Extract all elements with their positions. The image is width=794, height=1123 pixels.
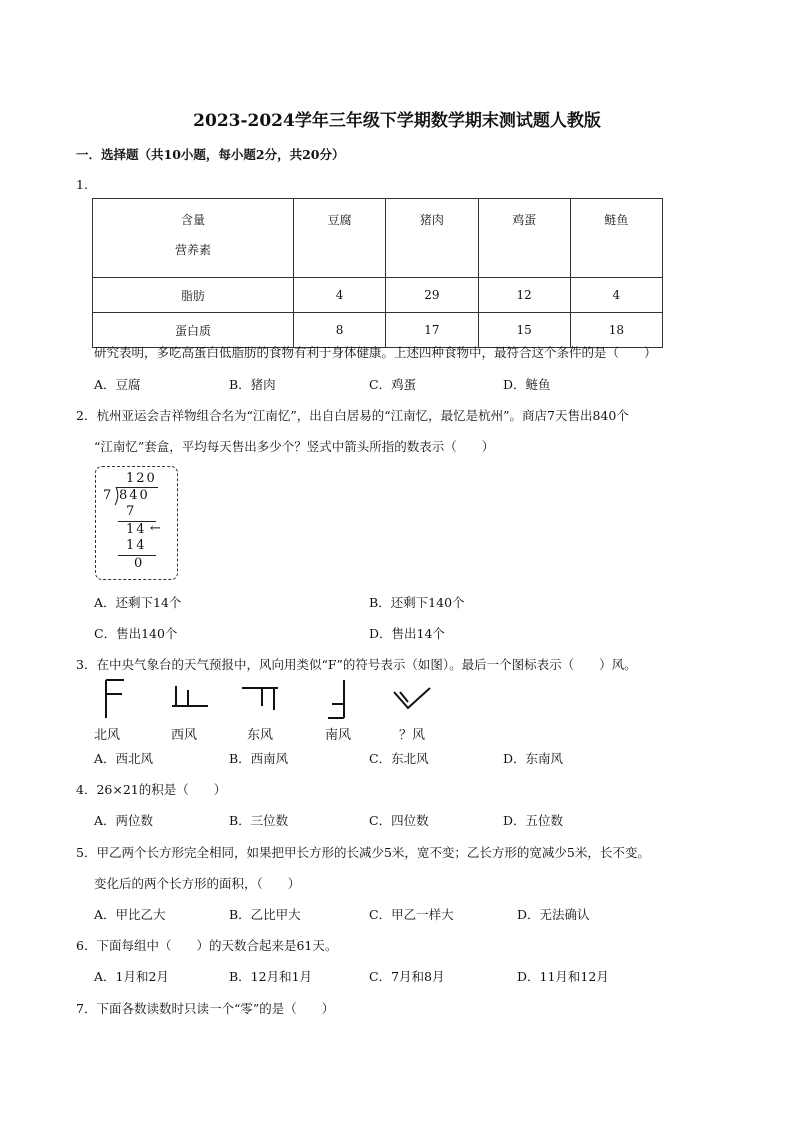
q6-stem: 6．下面每组中（ ）的天数合起来是61天。	[76, 938, 338, 953]
q7-stem: 7．下面各数读数时只读一个“零”的是（ ）	[76, 1001, 335, 1016]
q5-option-b[interactable]: B．乙比甲大	[229, 907, 301, 922]
long-division-figure	[95, 466, 178, 580]
q3-option-c[interactable]: C．东北风	[369, 751, 429, 766]
west-wind-symbol-icon	[168, 676, 212, 721]
arrow-icon: ←	[150, 521, 161, 536]
q5-option-c[interactable]: C．甲乙一样大	[369, 907, 454, 922]
q2-line2: “江南忆”套盒，平均每天售出多少个？竖式中箭头所指的数表示（ ）	[94, 439, 495, 454]
q5-option-d[interactable]: D．无法确认	[517, 907, 590, 922]
q3-option-d[interactable]: D．东南风	[503, 751, 564, 766]
table-cell: 4	[294, 278, 386, 313]
header-top: 含量	[180, 213, 205, 227]
q4-option-a[interactable]: A．两位数	[94, 813, 154, 828]
table-row	[93, 313, 663, 348]
column-header: 鲢鱼	[570, 199, 662, 278]
remainder: 0	[134, 556, 145, 571]
column-header: 猪肉	[386, 199, 478, 278]
q2-option-d[interactable]: D．售出14个	[369, 626, 445, 641]
q3-stem: 3．在中央气象台的天气预报中，风向用类似“F”的符号表示（如图）。最后一个图标表示（ ）风。	[76, 657, 637, 672]
table-row	[93, 278, 663, 313]
header-bottom: 营养素	[174, 243, 211, 257]
table-cell: 18	[570, 313, 662, 348]
label-south-wind: 南风	[325, 728, 352, 743]
q6-option-b[interactable]: B．12月和1月	[229, 969, 313, 984]
step-2: 14	[126, 522, 147, 537]
dividend: 840	[119, 488, 150, 503]
q1-option-a[interactable]: A．豆腐	[94, 377, 141, 392]
q4-option-c[interactable]: C．四位数	[369, 813, 429, 828]
q5-line2: 变化后的两个长方形的面积，（ ）	[94, 876, 301, 891]
unknown-wind-symbol-icon	[388, 676, 434, 721]
q3-option-a[interactable]: A．西北风	[94, 751, 154, 766]
q4-option-d[interactable]: D．五位数	[503, 813, 564, 828]
page-title: 2023-2024学年三年级下学期数学期末测试题人教版	[193, 111, 601, 131]
q1-option-b[interactable]: B．猪肉	[229, 377, 276, 392]
q1-option-c[interactable]: C．鸡蛋	[369, 377, 417, 392]
nutrition-table	[92, 198, 663, 348]
q6-option-a[interactable]: A．1月和2月	[94, 969, 169, 984]
q2-line1: 2．杭州亚运会吉祥物组合名为“江南忆”，出自白居易的“江南忆，最忆是杭州”。商店7天售出840个	[76, 408, 629, 423]
q5-option-a[interactable]: A．甲比乙大	[94, 907, 166, 922]
table-cell: 4	[570, 278, 662, 313]
table-cell: 17	[386, 313, 478, 348]
q1-number: 1.	[76, 177, 88, 192]
label-west-wind: 西风	[171, 728, 198, 743]
section-heading: 一．选择题（共10小题，每小题2分，共20分）	[76, 147, 345, 162]
q1-stem: 研究表明，多吃高蛋白低脂肪的食物有利于身体健康。上述四种食物中，最符合这个条件的是（ ）	[94, 345, 657, 360]
column-header: 鸡蛋	[478, 199, 570, 278]
q2-option-c[interactable]: C．售出140个	[94, 626, 178, 641]
q6-option-c[interactable]: C．7月和8月	[369, 969, 445, 984]
quotient: 120	[126, 471, 157, 486]
north-wind-symbol-icon	[100, 676, 140, 721]
table-cell: 8	[294, 313, 386, 348]
q2-option-a[interactable]: A．还剩下14个	[94, 595, 182, 610]
q4-stem: 4．26×21的积是（ ）	[76, 782, 227, 797]
east-wind-symbol-icon	[238, 676, 282, 721]
label-east-wind: 东风	[247, 728, 274, 743]
row-label: 蛋白质	[93, 313, 294, 348]
divisor: 7	[103, 488, 114, 503]
q2-option-b[interactable]: B．还剩下140个	[369, 595, 465, 610]
label-unknown-wind: ？风	[399, 728, 426, 743]
q6-option-d[interactable]: D．11月和12月	[517, 969, 609, 984]
south-wind-symbol-icon	[322, 676, 362, 721]
q5-line1: 5．甲乙两个长方形完全相同，如果把甲长方形的长减少5米，宽不变；乙长方形的宽减少5米，长不变。	[76, 845, 650, 860]
q3-option-b[interactable]: B．西南风	[229, 751, 289, 766]
column-header: 豆腐	[294, 199, 386, 278]
q4-option-b[interactable]: B．三位数	[229, 813, 289, 828]
step-3: 14	[126, 538, 147, 553]
row-label: 脂肪	[93, 278, 294, 313]
step-1: 7	[126, 504, 137, 519]
label-north-wind: 北风	[94, 728, 121, 743]
q1-option-d[interactable]: D．鲢鱼	[503, 377, 551, 392]
table-cell: 12	[478, 278, 570, 313]
table-cell: 15	[478, 313, 570, 348]
table-cell: 29	[386, 278, 478, 313]
